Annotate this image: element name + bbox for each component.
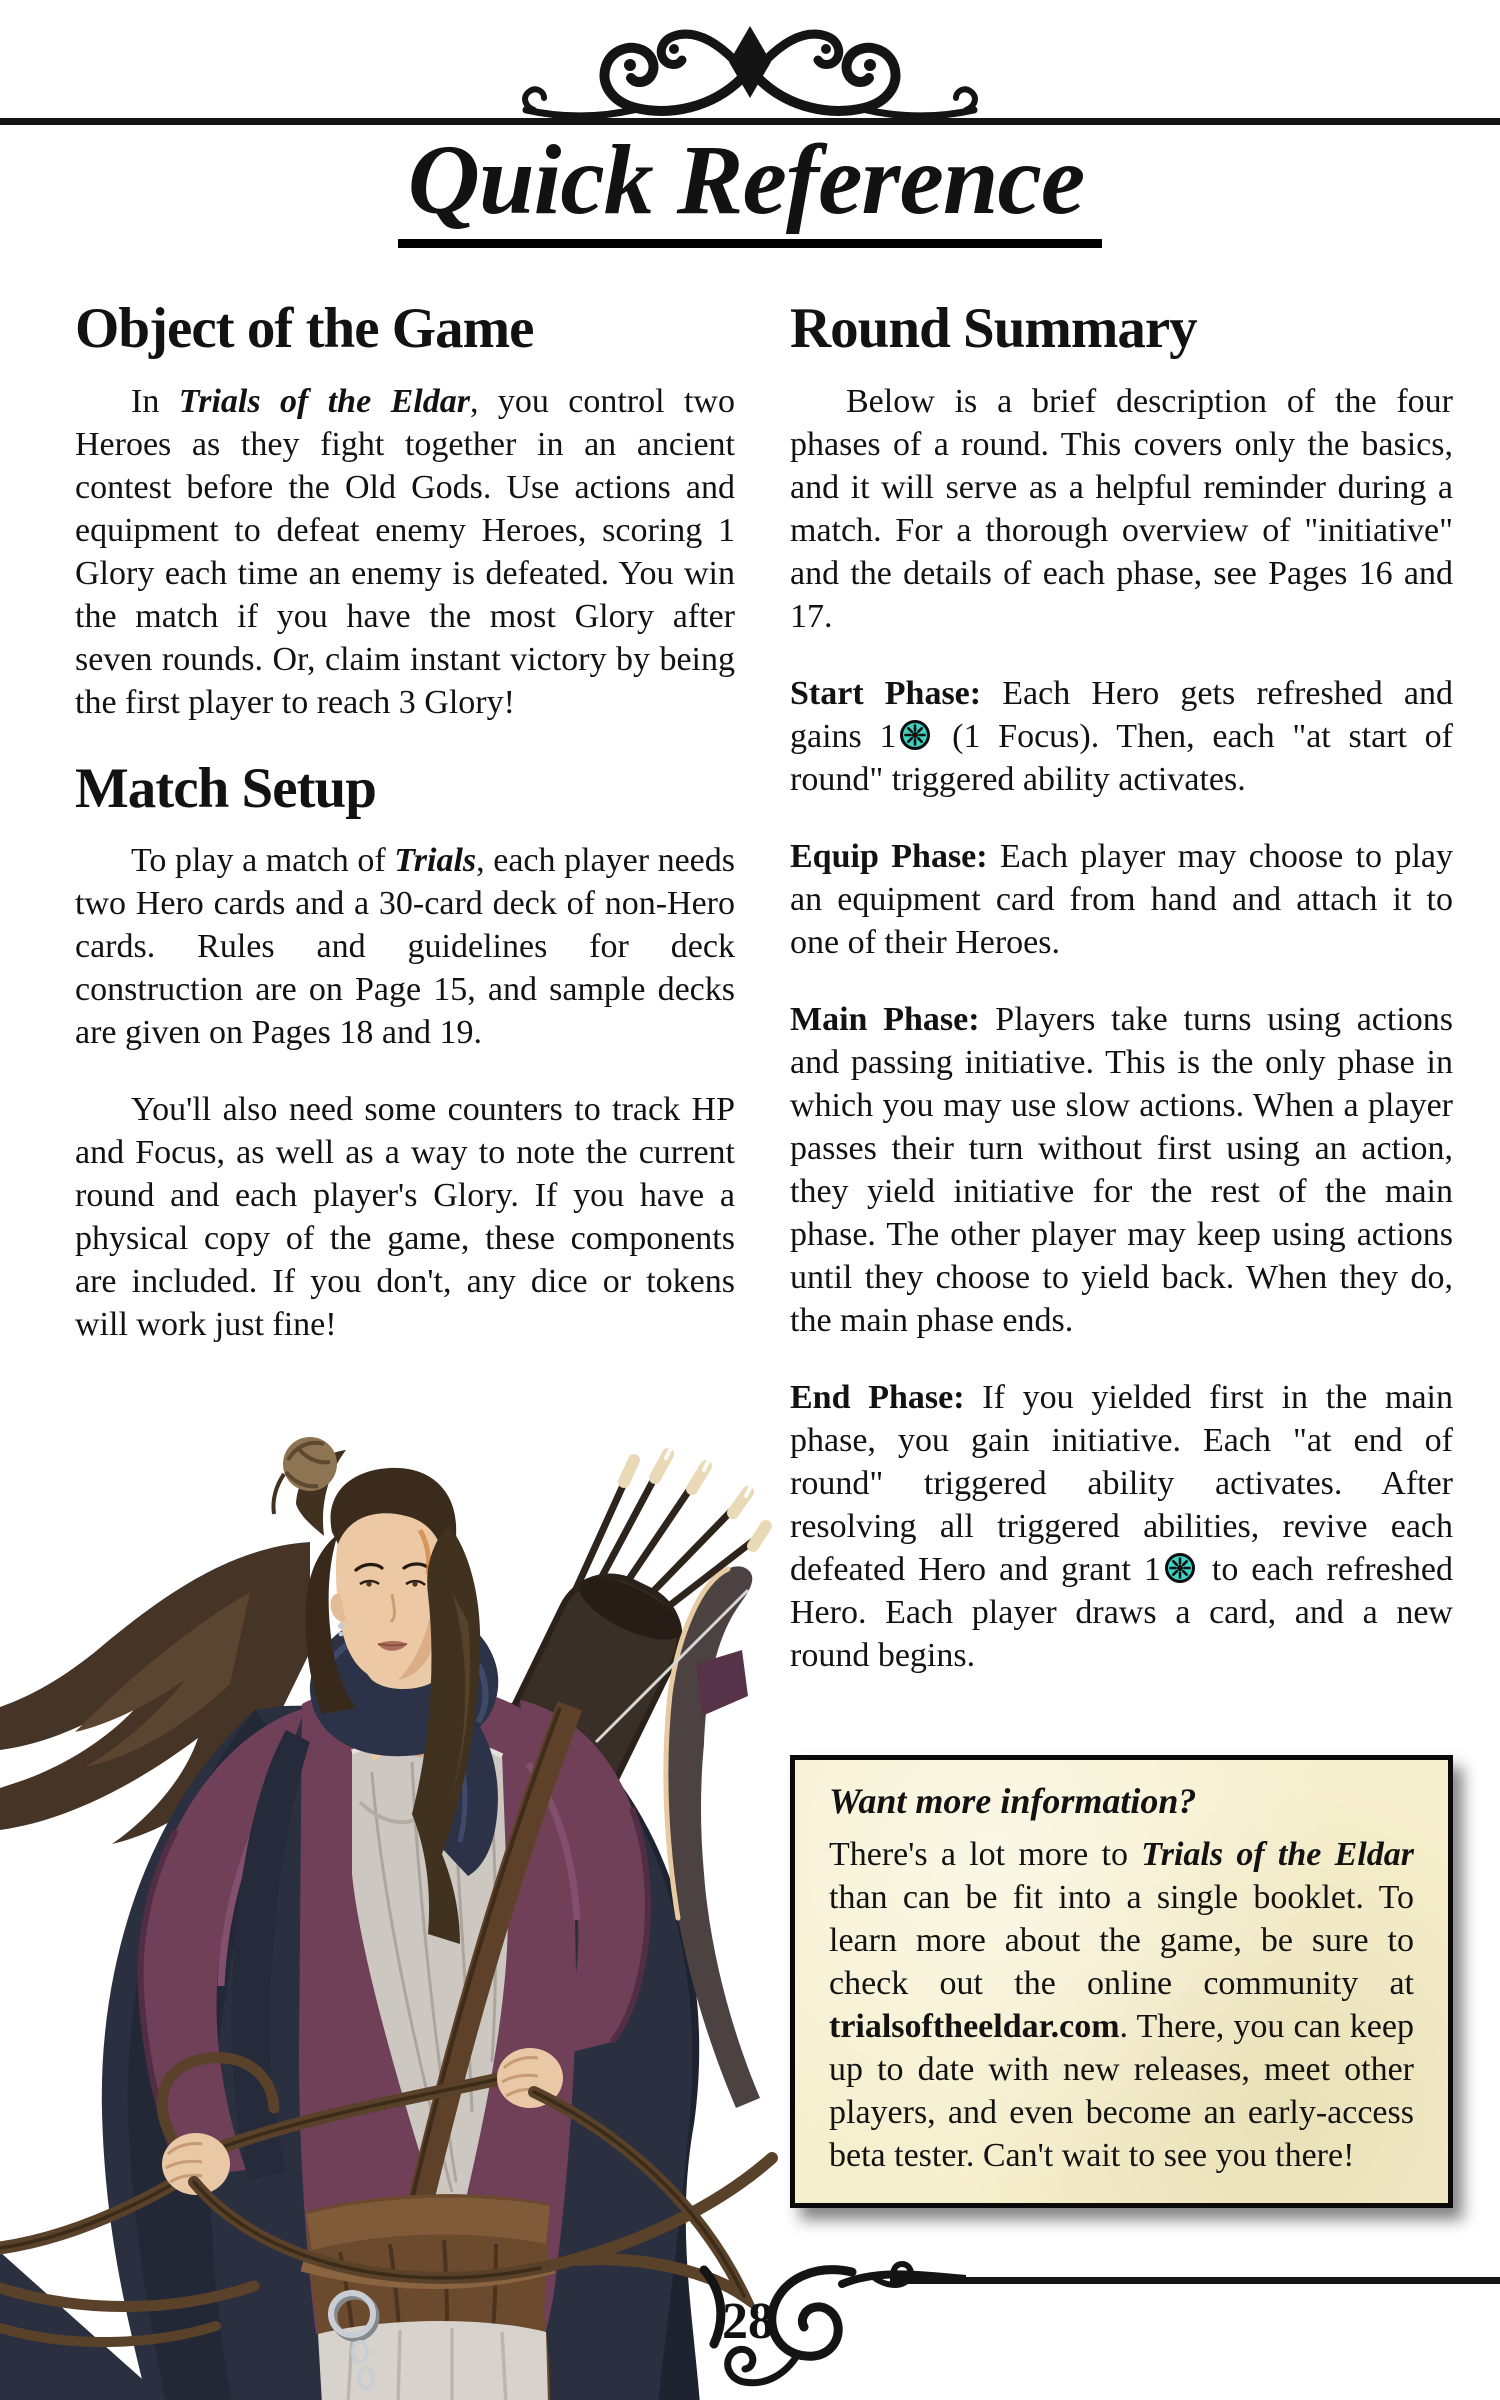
title-wrap <box>0 122 1500 248</box>
setup-paragraph-1 <box>75 839 735 1054</box>
info-box-text-3: . There, you can keep up to date with new releases, meet other players, and even become an early-access beta tester. Can't wait to see you there! <box>829 2007 1414 2174</box>
scroll-swirl-ornament-icon <box>656 2260 966 2396</box>
end-phase-label: End Phase: <box>790 1378 965 1416</box>
start-phase-text-2: (1 Focus). Then, each "at start of round" triggered ability activates. <box>790 717 1453 798</box>
info-box-heading: Want more information? <box>829 1780 1197 1821</box>
community-url: trialsoftheeldar.com <box>829 2007 1120 2045</box>
object-paragraph-pre: In <box>131 382 179 420</box>
game-title-inline: Trials of the Eldar <box>178 382 470 420</box>
object-of-the-game-heading: Object of the Game <box>75 297 534 360</box>
setup-paragraph-1-pre: To play a match of <box>131 842 395 880</box>
main-phase-label: Main Phase: <box>790 1000 980 1038</box>
end-phase-paragraph <box>790 1376 1453 1677</box>
page-title: Quick Reference <box>398 122 1102 248</box>
left-column <box>75 298 735 1380</box>
info-box-body <box>829 1833 1414 2177</box>
end-phase-text-2: to each refreshed Hero. Each player draws a card, and a new round begins. <box>790 1550 1453 1674</box>
match-setup-heading: Match Setup <box>75 756 376 820</box>
round-summary-heading: Round Summary <box>790 297 1197 360</box>
page-number: 28 <box>722 2293 774 2350</box>
game-title-inline: Trials of the Eldar <box>1141 1835 1414 1873</box>
start-phase-text-1: Each Hero gets refreshed and gains 1 <box>790 674 1454 755</box>
info-box-text-1: There's a lot more to <box>829 1835 1142 1873</box>
archer-heroine-illustration <box>0 1412 785 2400</box>
scroll-flourish-ornament-icon <box>520 2 980 122</box>
equip-phase-text: Each player may choose to play an equipment card from hand and attach it to one of their Heroes. <box>790 837 1453 961</box>
object-paragraph-post: , you control two Heroes as they fight together in an ancient contest before the Old Gods. Use actions and equipment to defeat enemy Heroes, scoring 1 Glory each time an enemy is defeated. You win the match if you have the most Glory after seven rounds. Or, claim instant victory by being the first player to reach 3 Glory! <box>75 382 735 721</box>
right-column <box>790 298 1453 2208</box>
equip-phase-label: Equip Phase: <box>790 837 988 875</box>
equip-phase-paragraph <box>790 835 1453 964</box>
main-phase-paragraph <box>790 998 1453 1342</box>
main-phase-text: Players take turns using actions and passing initiative. This is the only phase in which you may use slow actions. When a player passes their turn without first using an action, they yield initiative for the rest of the main phase. The other player may keep using actions until they choose to yield back. When they do, the main phase ends. <box>790 1000 1453 1339</box>
start-phase-label: Start Phase: <box>790 674 982 712</box>
setup-paragraph-2: You'll also need some counters to track HP and Focus, as well as a way to note the current round and each player's Glory. If you have a physical copy of the game, these components are included. If you don't, any dice or tokens will work just fine! <box>75 1091 735 1344</box>
focus-sunburst-icon <box>1163 1551 1197 1585</box>
more-information-callout-box <box>790 1755 1453 2208</box>
game-title-short-inline: Trials <box>394 842 477 880</box>
bottom-horizontal-rule <box>890 2277 1500 2284</box>
end-phase-text-1: If you yielded first in the main phase, you gain initiative. Each "at end of round" triggered ability activates. After resolving all triggered abilities, revive each defeated Hero and grant 1 <box>790 1378 1453 1588</box>
object-paragraph <box>75 380 735 724</box>
info-box-text-2: than can be fit into a single booklet. To learn more about the game, be sure to check out the online community at <box>829 1878 1414 2002</box>
start-phase-paragraph <box>790 672 1453 801</box>
round-summary-intro: Below is a brief description of the four phases of a round. This covers only the basics, and it will serve as a helpful reminder during a match. For a thorough overview of "initiative" and the details of each phase, see Pages 16 and 17. <box>790 382 1453 635</box>
focus-sunburst-icon <box>898 718 932 752</box>
setup-paragraph-1-post: , each player needs two Hero cards and a 30-card deck of non-Hero cards. Rules and guidelines for deck construction are on Page 15, and sample decks are given on Pages 18 and 19. <box>75 842 736 1052</box>
